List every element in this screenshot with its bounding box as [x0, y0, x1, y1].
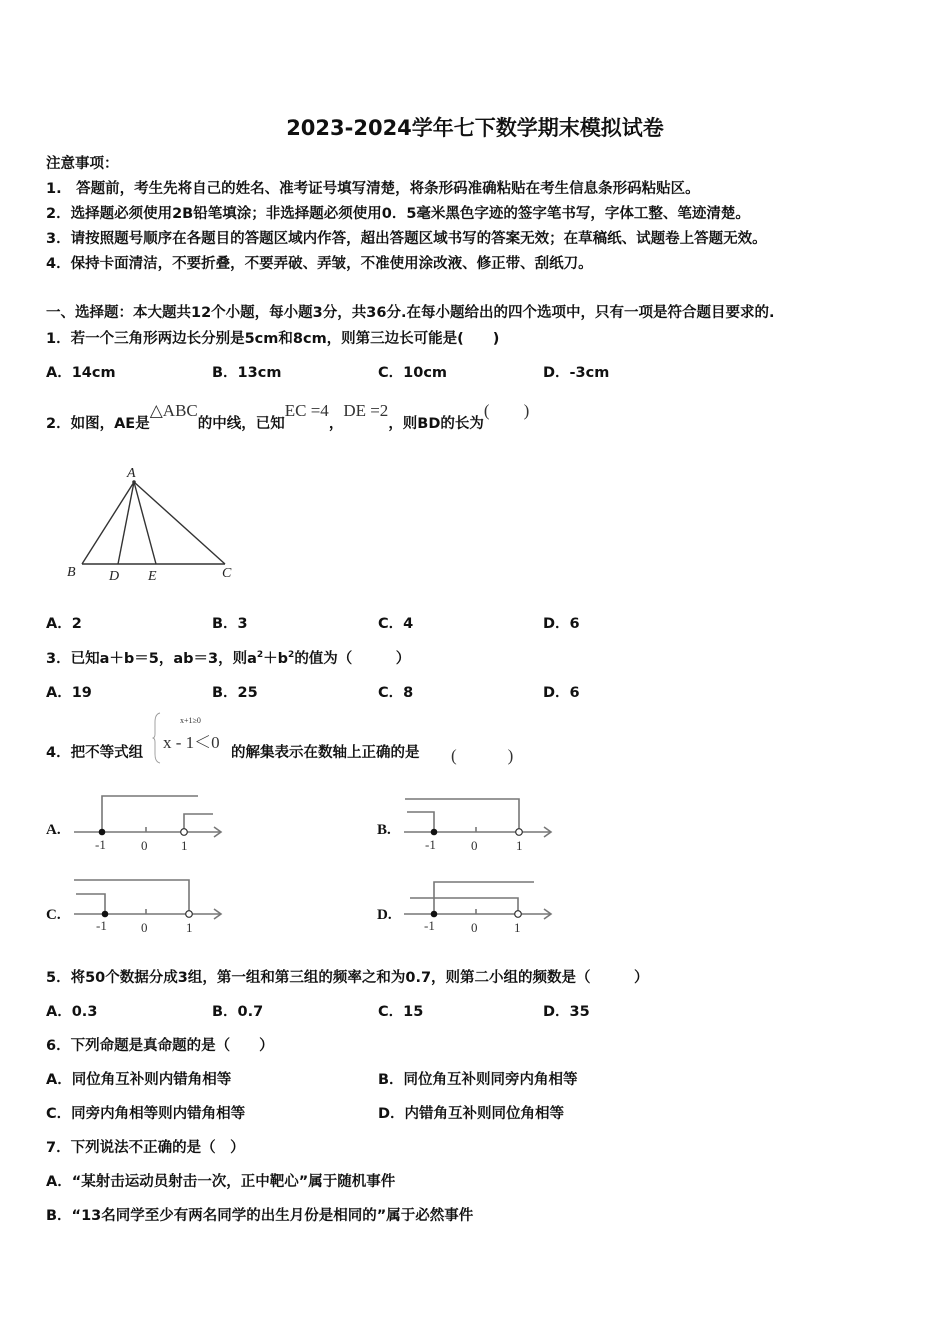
section-heading: 一、选择题：本大题共12个小题，每小题3分，共36分.在每小题给出的四个选项中，只有一项是符合题目要求的.: [46, 305, 775, 321]
q1-option-b[interactable]: B．13cm: [212, 365, 282, 381]
q4-option-b-number-line[interactable]: [400, 790, 560, 852]
q6-option-c[interactable]: C．同旁内角相等则内错角相等: [46, 1106, 246, 1122]
q4-option-c-number-line[interactable]: [70, 873, 230, 935]
vertex-label-e: E: [148, 569, 157, 584]
q6-option-d[interactable]: D．内错角互补则同位角相等: [378, 1106, 565, 1122]
notice-item-4: 4．保持卡面清洁，不要折叠，不要弄破、弄皱，不准使用涂改液、修正带、刮纸刀。: [46, 256, 593, 272]
q3-text-suffix: 的值为（ ）: [294, 651, 411, 667]
svg-text:-1: -1: [425, 837, 436, 852]
q3-exp-a: 2: [256, 650, 264, 661]
q2-sep: ，: [328, 416, 344, 432]
svg-text:-1: -1: [424, 918, 435, 933]
svg-text:1: 1: [514, 920, 521, 935]
q1-option-c[interactable]: C．10cm: [378, 365, 448, 381]
question-1-stem: 1．若一个三角形两边长分别是5cm和8cm，则第三边长可能是( ): [46, 331, 500, 347]
vertex-label-d: D: [109, 569, 120, 584]
q4-answer-paren: ( ): [451, 746, 514, 765]
q2-text-suffix: ，则BD的长为: [388, 416, 484, 432]
q2-math-ec: EC =4: [284, 401, 329, 420]
vertex-label-c: C: [222, 566, 232, 581]
q4-option-a-label[interactable]: A.: [46, 822, 61, 838]
svg-text:1: 1: [516, 838, 523, 852]
q1-option-d[interactable]: D．-3cm: [543, 365, 610, 381]
svg-text:0: 0: [471, 920, 478, 935]
notice-heading: 注意事项：: [46, 156, 119, 172]
q7-option-a[interactable]: A．“某射击运动员射击一次，正中靶心”属于随机事件: [46, 1174, 396, 1190]
q2-text-mid: 的中线，已知: [197, 416, 285, 432]
question-3-stem: [46, 647, 410, 668]
q7-option-b[interactable]: B．“13名同学至少有两名同学的出生月份是相同的”属于必然事件: [46, 1208, 474, 1224]
question-4-prefix: 4．把不等式组: [46, 745, 144, 761]
svg-text:0: 0: [141, 920, 148, 935]
q1-option-a[interactable]: A．14cm: [46, 365, 116, 381]
q5-option-c[interactable]: C．15: [378, 1004, 424, 1020]
question-2-stem: [46, 396, 530, 432]
question-6-stem: 6．下列命题是真命题的是（ ）: [46, 1038, 274, 1054]
q4-inequality-2: x - 1＜0: [163, 733, 220, 752]
q2-text-prefix: 2．如图，AE是: [46, 416, 150, 432]
svg-text:0: 0: [141, 838, 148, 852]
vertex-label-a: A: [127, 466, 136, 481]
q2-answer-paren: ( ): [483, 401, 530, 420]
q4-option-c-label[interactable]: C.: [46, 907, 61, 923]
notice-item-1: 1. 答题前，考生先将自己的姓名、准考证号填写清楚，将条形码准确粘贴在考生信息条形码粘贴区。: [46, 181, 700, 197]
q4-option-a-number-line[interactable]: [70, 790, 230, 852]
q5-option-b[interactable]: B．0.7: [212, 1004, 264, 1020]
brace-icon: [152, 712, 162, 764]
q2-option-a[interactable]: A．2: [46, 616, 82, 632]
q2-math-de: DE =2: [343, 401, 389, 420]
svg-text:-1: -1: [96, 918, 107, 933]
q2-option-b[interactable]: B．3: [212, 616, 248, 632]
q4-option-b-label[interactable]: B.: [377, 822, 391, 838]
svg-text:-1: -1: [95, 837, 106, 852]
q4-inequality-1: x+1≥0: [180, 716, 201, 725]
q2-option-d[interactable]: D．6: [543, 616, 580, 632]
q4-option-d-number-line[interactable]: [400, 873, 560, 935]
q4-option-d-label[interactable]: D.: [377, 907, 392, 923]
q5-option-d[interactable]: D．35: [543, 1004, 590, 1020]
q3-text-mid: ＋b: [263, 651, 289, 667]
question-5-stem: 5．将50个数据分成3组，第一组和第三组的频率之和为0.7，则第二小组的频数是（ ）: [46, 970, 649, 986]
q3-option-b[interactable]: B．25: [212, 685, 258, 701]
q3-exp-b: 2: [288, 650, 295, 661]
question-7-stem: 7．下列说法不正确的是（ ）: [46, 1140, 245, 1156]
q2-option-c[interactable]: C．4: [378, 616, 414, 632]
svg-text:1: 1: [181, 838, 188, 852]
svg-text:1: 1: [186, 920, 193, 935]
q5-option-a[interactable]: A．0.3: [46, 1004, 98, 1020]
q6-option-a[interactable]: A．同位角互补则内错角相等: [46, 1072, 232, 1088]
triangle-figure: [60, 462, 245, 587]
q2-math-triangle: △ABC: [149, 401, 198, 420]
vertex-label-b: B: [67, 565, 76, 580]
q4-text-suffix: 的解集表示在数轴上正确的是: [231, 745, 420, 761]
q3-option-d[interactable]: D．6: [543, 685, 580, 701]
q6-option-b[interactable]: B．同位角互补则同旁内角相等: [378, 1072, 578, 1088]
notice-item-3: 3．请按照题号顺序在各题目的答题区域内作答，超出答题区域书写的答案无效；在草稿纸、试题卷上答题无效。: [46, 231, 767, 247]
q3-text-prefix: 3．已知a＋b＝5，ab＝3，则a: [46, 651, 257, 667]
svg-text:0: 0: [471, 838, 478, 852]
page-title: 2023-2024学年七下数学期末模拟试卷: [286, 116, 664, 140]
q3-option-a[interactable]: A．19: [46, 685, 92, 701]
notice-item-2: 2．选择题必须使用2B铅笔填涂；非选择题必须使用0．5毫米黑色字迹的签字笔书写，字体工整、笔迹清楚。: [46, 206, 750, 222]
q3-option-c[interactable]: C．8: [378, 685, 414, 701]
